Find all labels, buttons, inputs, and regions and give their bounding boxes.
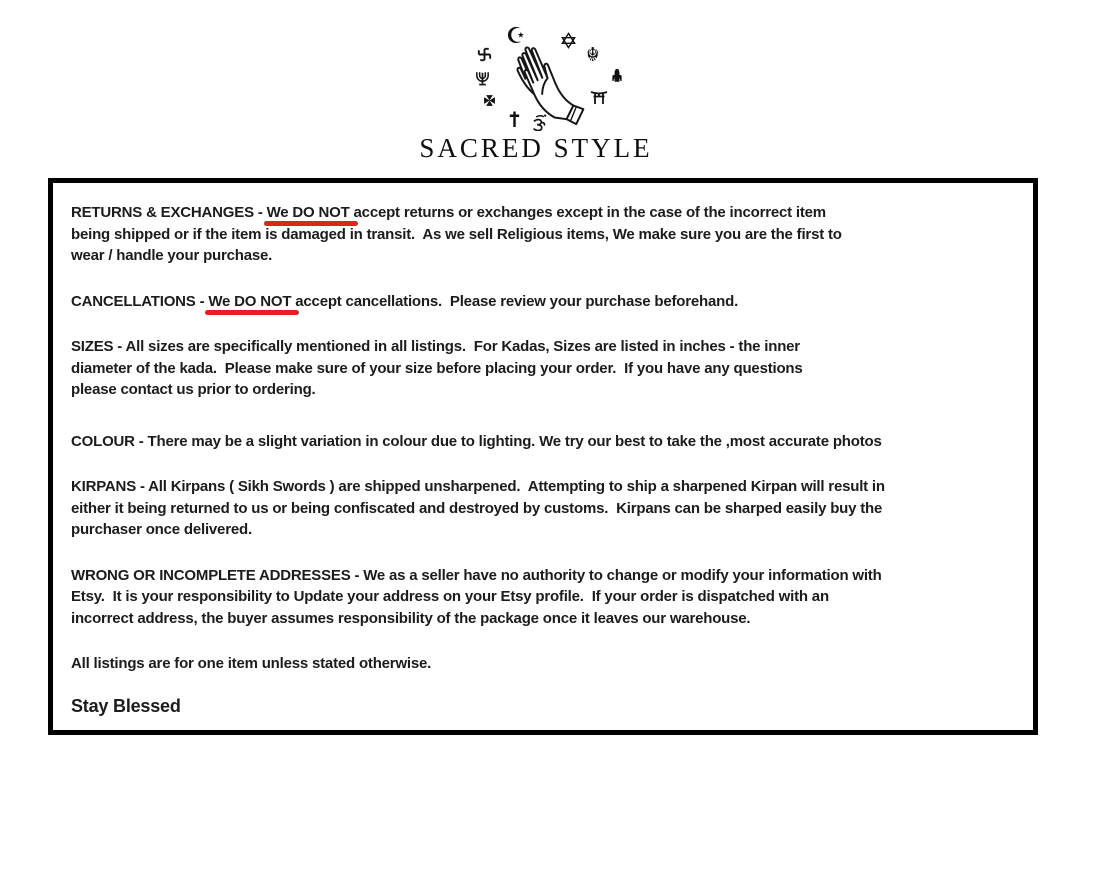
policy-line: All listings are for one item unless stated otherwise. xyxy=(71,655,432,672)
policy-line: SIZES - All sizes are specifically mentioned in all listings. For Kadas, Sizes are listed in inches - the inner xyxy=(71,338,800,355)
policy-line: either it being returned to us or being confiscated and destroyed by customs. Kirpans can be sharped easily buy the xyxy=(71,499,883,517)
para-one-item-note xyxy=(71,653,1015,675)
para-signoff xyxy=(71,696,1015,718)
policy-line: please contact us prior to ordering. xyxy=(71,381,316,398)
para-colour xyxy=(71,431,1015,453)
para-cancellations xyxy=(71,291,1015,313)
policy-line xyxy=(71,202,1015,224)
hamsa-icon xyxy=(610,66,624,82)
policy-line: wear / handle your purchase. xyxy=(71,247,273,264)
para-returns xyxy=(71,202,1015,267)
para-addresses xyxy=(71,565,1015,630)
policy-box xyxy=(48,178,1038,735)
para-prefix: RETURNS & EXCHANGES - xyxy=(71,204,267,221)
para-suffix: accept cancellations. Please review your purchase beforehand. xyxy=(291,292,739,310)
policy-line: purchaser once delivered. xyxy=(71,521,252,538)
policy-line xyxy=(71,291,1015,313)
swastika-icon xyxy=(476,46,493,63)
policy-line: Stay Blessed xyxy=(71,695,181,716)
policy-line: WRONG OR INCOMPLETE ADDRESSES - We as a seller have no authority to change or modify your information with xyxy=(71,566,882,584)
we-do-not-underline: We DO NOT xyxy=(208,292,292,310)
praying-hands-emblem xyxy=(470,24,638,136)
para-prefix: CANCELLATIONS - xyxy=(71,292,209,310)
policy-line: KIRPANS - All Kirpans ( Sikh Swords ) are shipped unsharpened. Attempting to ship a sharpened Kirpan will result in xyxy=(71,478,885,495)
policy-line: being shipped or if the item is damaged in transit. As we sell Religious items, We make sure you are the first to xyxy=(71,225,842,243)
para-sizes xyxy=(71,336,1015,401)
policy-line: incorrect address, the buyer assumes responsibility of the package once it leaves our warehouse. xyxy=(71,609,751,627)
policy-line: diameter of the kada. Please make sure of your size before placing your order. If you have any questions xyxy=(71,359,803,377)
para-suffix: accept returns or exchanges except in the case of the incorrect item xyxy=(349,204,826,221)
menorah-icon xyxy=(474,69,491,86)
khanda-icon: ☬ xyxy=(586,44,600,66)
praying-hands-icon xyxy=(492,34,604,136)
policy-line: COLOUR - There may be a slight variation in colour due to lighting. We try our best to take the ,most accurate photos xyxy=(71,432,882,450)
we-do-not-underline: We DO NOT xyxy=(266,204,350,221)
brand-name: SACRED STYLE xyxy=(419,133,653,163)
para-kirpans xyxy=(71,476,1015,541)
crescent-and-star-icon: ☪ xyxy=(506,24,526,49)
policy-line: Etsy. It is your responsibility to Update your address on your Etsy profile. If your order is dispatched with an xyxy=(71,588,829,605)
